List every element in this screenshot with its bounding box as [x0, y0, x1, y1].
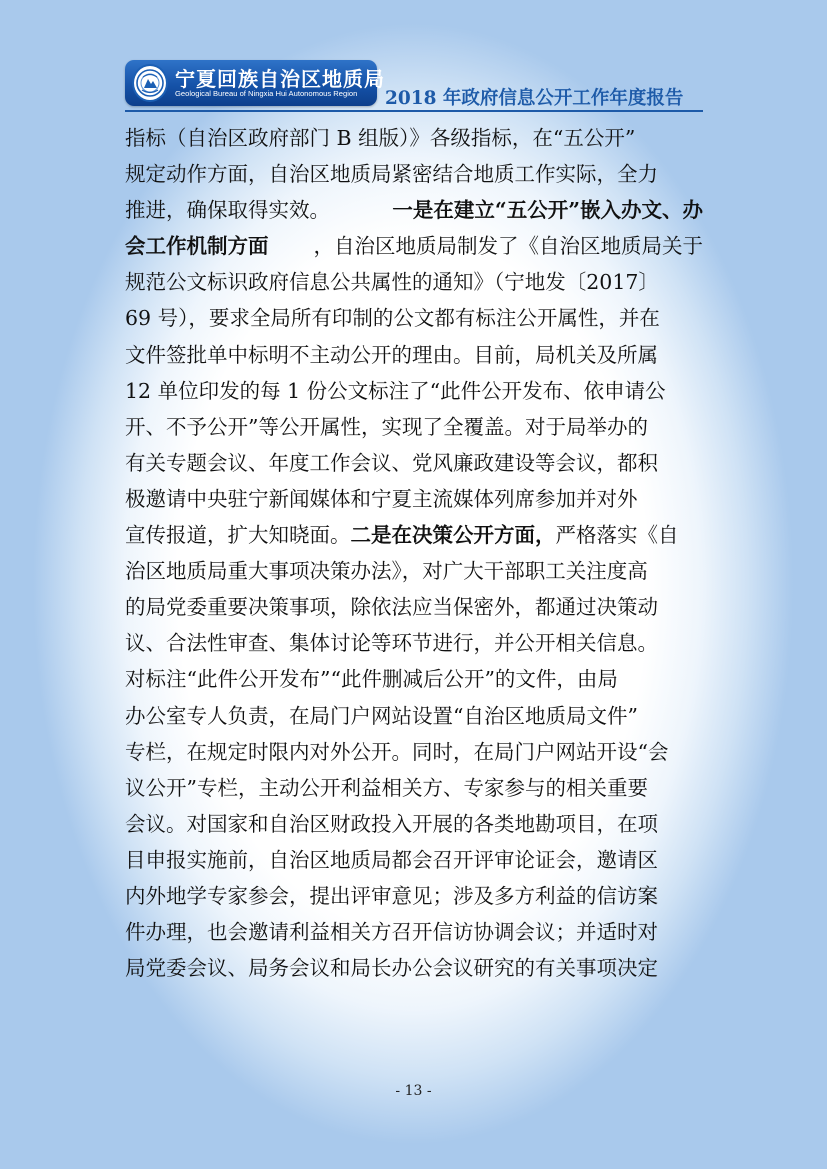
- text-line: [125, 409, 703, 445]
- text-run: 宣传报道，扩大知晓面。: [125, 523, 351, 548]
- text-run: 严格落实《自: [555, 523, 679, 548]
- text-line: [125, 661, 703, 697]
- org-name-chinese: 宁夏回族自治区地质局: [175, 67, 385, 91]
- text-line: [125, 264, 703, 300]
- text-line: [125, 517, 703, 553]
- text-run: 会议。对国家和自治区财政投入开展的各类地勘项目，在项: [125, 811, 658, 836]
- org-name-english: Geological Bureau of Ningxia Hui Autonomous Region: [175, 89, 358, 98]
- bold-heading-run: 一是在建立“五公开”嵌入办文、办: [392, 198, 703, 223]
- text-line: [125, 806, 703, 842]
- text-line: [125, 300, 703, 336]
- text-run: 议公开”专栏，主动公开利益相关方、专家参与的相关重要: [125, 775, 648, 800]
- bold-heading-run: 二是在决策公开方面，: [350, 523, 556, 548]
- text-line: [125, 192, 703, 228]
- text-run: 局党委会议、局务会议和局长办公会议研究的有关事项决定: [125, 956, 658, 981]
- text-line: [125, 120, 703, 156]
- text-line: [125, 698, 703, 734]
- text-line: [125, 337, 703, 373]
- text-run: 对标注“此件公开发布”“此件删减后公开”的文件，由局: [125, 667, 618, 692]
- text-run: 规范公文标识政府信息公共属性的通知》（宁地发〔2017〕: [125, 270, 659, 295]
- text-run: 12 单位印发的每 1 份公文标注了“此件公开发布、依申请公: [125, 378, 666, 403]
- text-line: [125, 842, 703, 878]
- report-title: 2018 年政府信息公开工作年度报告: [385, 88, 684, 109]
- text-run: 办公室专人负责，在局门户网站设置“自治区地质局文件”: [125, 703, 638, 728]
- text-run: 文件签批单中标明不主动公开的理由。目前，局机关及所属: [125, 342, 658, 367]
- text-line: [125, 589, 703, 625]
- text-line: [125, 625, 703, 661]
- text-line: [125, 878, 703, 914]
- text-run: ，自治区地质局制发了《自治区地质局关于: [313, 234, 703, 259]
- text-line: [125, 553, 703, 589]
- text-run: 议、合法性审查、集体讨论等环节进行，并公开相关信息。: [125, 631, 658, 656]
- text-line: [125, 950, 703, 986]
- org-logo-banner: [125, 60, 385, 106]
- text-run: 有关专题会议、年度工作会议、党风廉政建设等会议，都积: [125, 450, 658, 475]
- text-run: 件办理，也会邀请利益相关方召开信访协调会议；并适时对: [125, 920, 658, 945]
- text-run: 极邀请中央驻宁新闻媒体和宁夏主流媒体列席参加并对外: [125, 486, 638, 511]
- text-run: 内外地学专家参会，提出评审意见；涉及多方利益的信访案: [125, 883, 658, 908]
- text-run: 指标（自治区政府部门 B 组版）》各级指标，在“五公开”: [125, 126, 636, 150]
- header-divider: [125, 110, 703, 112]
- text-line: [125, 445, 703, 481]
- text-run: 的局党委重要决策事项，除依法应当保密外，都通过决策动: [125, 595, 658, 620]
- text-run: 规定动作方面，自治区地质局紧密结合地质工作实际，全力: [125, 162, 658, 187]
- bureau-emblem-icon: [132, 64, 168, 102]
- text-line: [125, 481, 703, 517]
- page-header: [125, 60, 705, 114]
- text-run: 69 号），要求全局所有印制的公文都有标注公开属性，并在: [125, 306, 660, 331]
- text-run: 专栏，在规定时限内对外公开。同时，在局门户网站开设“会: [125, 739, 669, 764]
- text-line: [125, 734, 703, 770]
- text-line: [125, 770, 703, 806]
- text-line: [125, 156, 703, 192]
- body-text: [125, 120, 703, 986]
- text-line: [125, 228, 703, 264]
- text-line: [125, 373, 703, 409]
- text-run: 目申报实施前，自治区地质局都会召开评审论证会，邀请区: [125, 847, 658, 872]
- text-run: 开、不予公开”等公开属性，实现了全覆盖。对于局举办的: [125, 414, 648, 439]
- text-line: [125, 914, 703, 950]
- text-run: 治区地质局重大事项决策办法》，对广大干部职工关注度高: [125, 559, 648, 584]
- text-run: 推进，确保取得实效。: [125, 198, 330, 223]
- page-number: - 13 -: [395, 1083, 432, 1099]
- bold-heading-run: 会工作机制方面: [125, 234, 269, 259]
